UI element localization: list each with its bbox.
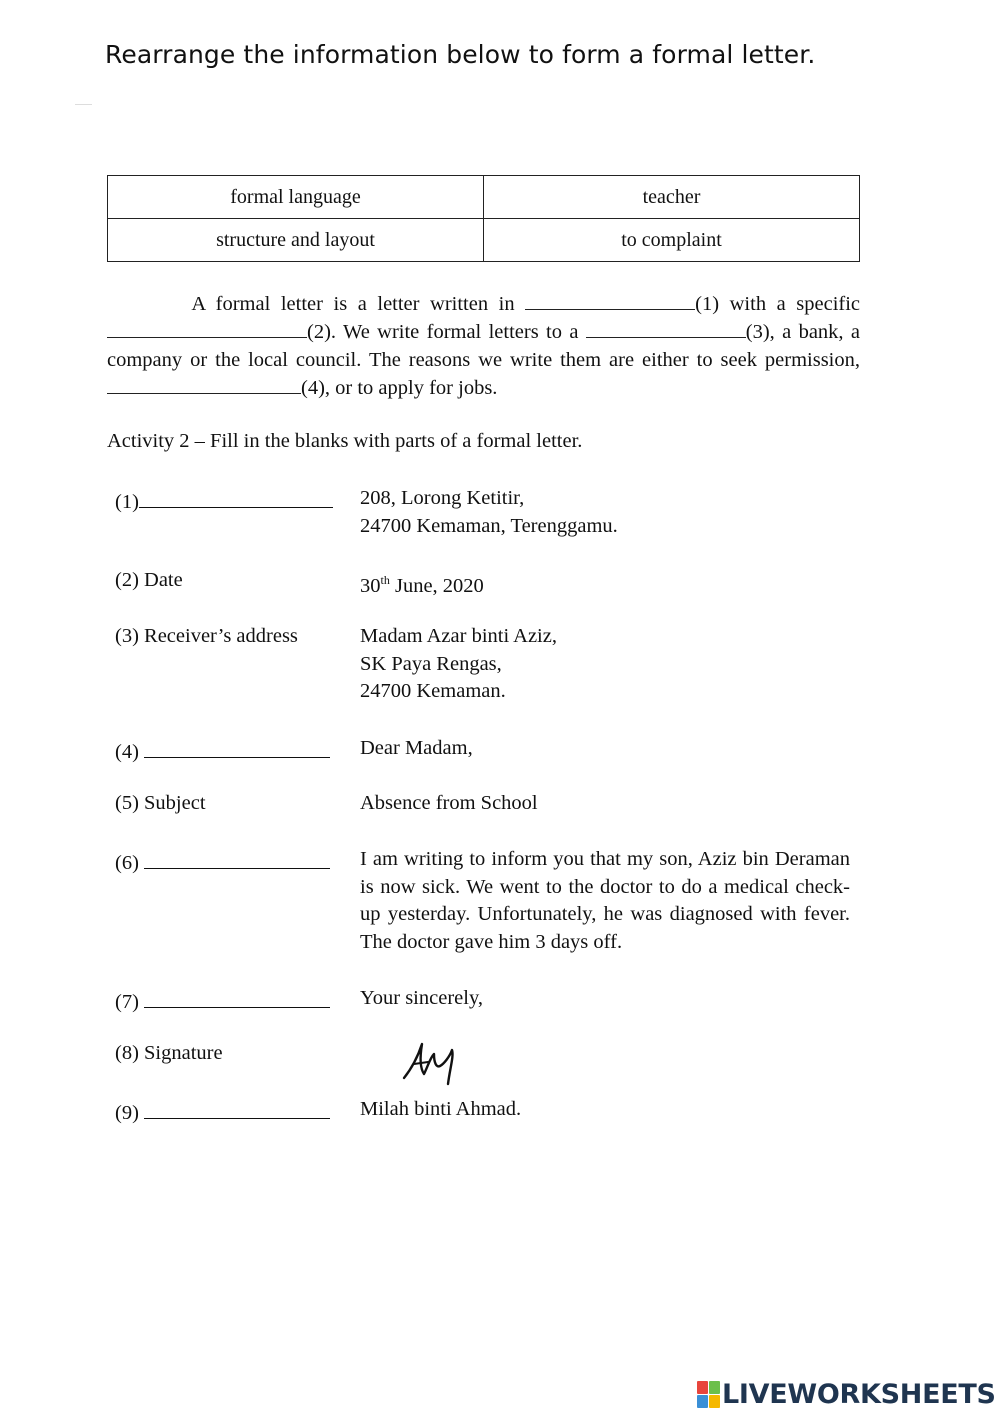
table-row: [108, 219, 860, 262]
row-9-label: [115, 1098, 330, 1125]
date-rest: June, 2020: [389, 574, 484, 597]
row-5-content: Absence from School: [360, 792, 538, 814]
row-label-text: Subject: [144, 792, 206, 814]
blank-2-input[interactable]: [107, 319, 307, 338]
paragraph-text: (4), or to apply for jobs.: [301, 377, 498, 399]
row-6-content: I am writing to inform you that my son, Aziz bin Deraman is now sick. We went to the doctor to do a medical check-up yesterday. Unfortunately, he was diagnosed with fever. The doctor gave him 3 days off.: [360, 848, 850, 953]
word-bank-cell[interactable]: formal language: [108, 176, 484, 219]
row-3-label: [115, 625, 298, 648]
row-7-answer-input[interactable]: [144, 987, 330, 1008]
address-line: 208, Lorong Ketitir,: [360, 487, 525, 509]
row-4-label: [115, 737, 330, 764]
row-label-text: Receiver’s address: [144, 625, 298, 647]
row-1-label: [115, 487, 333, 514]
word-bank-cell[interactable]: teacher: [484, 176, 860, 219]
address-line: 24700 Kemaman.: [360, 680, 506, 702]
row-number: (6): [115, 852, 139, 874]
blank-1-input[interactable]: [525, 291, 695, 310]
row-6-label: [115, 848, 330, 875]
row-6-answer-input[interactable]: [144, 848, 330, 869]
brand-name: LIVEWORKSHEETS: [722, 1378, 996, 1410]
row-number: (9): [115, 1102, 139, 1124]
row-number: (7): [115, 991, 139, 1013]
activity-heading: Activity 2 – Fill in the blanks with parts of a formal letter.: [107, 430, 583, 452]
row-number: (8): [115, 1042, 139, 1064]
date-suffix: th: [380, 573, 390, 587]
paragraph-text: (1) with a specific: [695, 293, 861, 315]
row-4-content: Dear Madam,: [360, 737, 473, 759]
address-line: Madam Azar binti Aziz,: [360, 625, 557, 647]
table-row: [108, 176, 860, 219]
row-7-label: [115, 987, 330, 1014]
row-2-label: [115, 569, 183, 592]
row-number: (5): [115, 792, 139, 814]
row-5-label: [115, 792, 206, 815]
address-line: SK Paya Rengas,: [360, 652, 502, 675]
word-bank-cell[interactable]: structure and layout: [108, 219, 484, 262]
row-number: (3): [115, 625, 139, 647]
row-1-answer-input[interactable]: [139, 487, 333, 508]
row-1-content: [360, 485, 618, 540]
row-2-content: [360, 567, 484, 600]
signature-image: [398, 1038, 468, 1086]
row-label-text: Date: [144, 569, 183, 591]
date-day: 30: [360, 574, 381, 597]
row-8-label: [115, 1042, 223, 1065]
divider: [75, 104, 92, 105]
liveworksheets-logo[interactable]: [697, 1377, 996, 1411]
logo-mark-icon: [697, 1381, 720, 1408]
row-number: (1): [115, 491, 139, 513]
paragraph-text: (3), a bank, a company or the local council. The reasons we write them are either to seek permission,: [107, 321, 860, 371]
blank-4-input[interactable]: [107, 375, 301, 394]
row-number: (4): [115, 741, 139, 763]
page-title: Rearrange the information below to form a formal letter.: [105, 40, 816, 69]
word-bank-cell[interactable]: to complaint: [484, 219, 860, 262]
paragraph-text: A formal letter is a letter written in: [191, 293, 515, 315]
word-bank-table: [107, 175, 860, 262]
paragraph-text: (2). We write formal letters to a: [307, 321, 579, 343]
blank-3-input[interactable]: [586, 319, 746, 338]
row-label-text: Signature: [144, 1042, 223, 1064]
row-7-content: Your sincerely,: [360, 987, 483, 1009]
row-9-answer-input[interactable]: [144, 1098, 330, 1119]
row-number: (2): [115, 569, 139, 591]
row-3-content: [360, 623, 557, 706]
cloze-paragraph: [107, 290, 860, 402]
row-9-content: Milah binti Ahmad.: [360, 1098, 522, 1120]
address-line: 24700 Kemaman, Terenggamu.: [360, 514, 618, 537]
row-4-answer-input[interactable]: [144, 737, 330, 758]
